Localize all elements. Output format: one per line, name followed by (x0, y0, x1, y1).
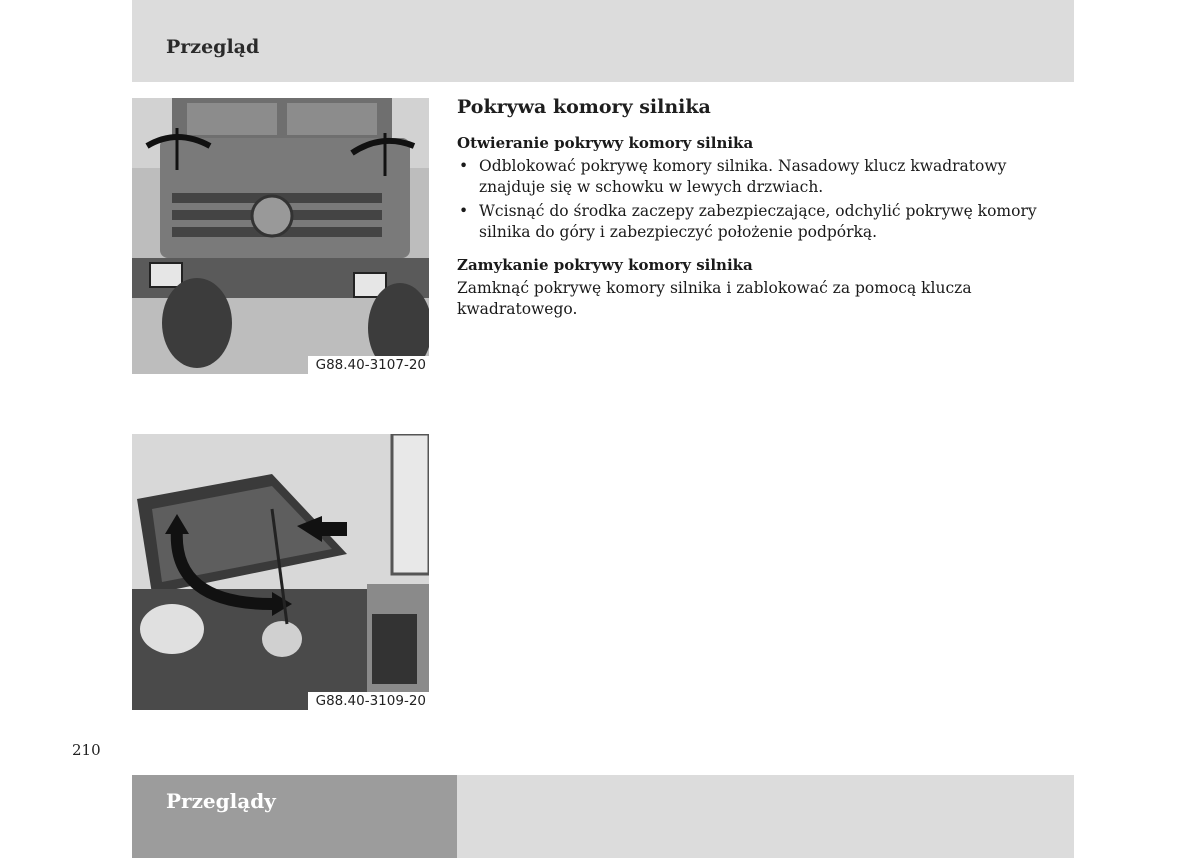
bullet-icon: • (459, 202, 469, 220)
figure-code: G88.40-3107-20 (308, 356, 429, 374)
truck-front-illustration (132, 98, 429, 374)
figure-code: G88.40-3109-20 (308, 692, 429, 710)
list-item-text: Odblokować pokrywę komory silnika. Nasadowy klucz kwadratowy znajduje się w schowku w lewych drzwiach. (479, 157, 1007, 196)
closing-text: Zamknąć pokrywę komory silnika i zablokować za pomocą klucza kwadratowego. (457, 279, 972, 318)
section-title: Pokrywa komory silnika (457, 96, 711, 118)
list-item-text: Wcisnąć do środka zaczepy zabezpieczające, odchylić pokrywę komory silnika do góry i zabezpieczyć położenie podpórką. (479, 202, 1037, 241)
subheading-closing: Zamykanie pokrywy komory silnika (457, 256, 753, 274)
page-number: 210 (72, 741, 101, 759)
figure-truck-front (132, 98, 429, 374)
figure-open-hood (132, 434, 429, 710)
footer-section-title: Przeglądy (166, 789, 276, 813)
list-item (457, 156, 1077, 198)
open-hood-illustration (132, 434, 429, 710)
main-content (457, 96, 1077, 320)
header-bar (132, 0, 1074, 82)
list-item (457, 201, 1077, 243)
footer-bar-dark (132, 775, 457, 858)
footer-bar-light (457, 775, 1074, 858)
opening-steps-list (457, 156, 1077, 243)
page-header-title: Przegląd (166, 36, 260, 58)
bullet-icon: • (459, 157, 469, 175)
subheading-opening: Otwieranie pokrywy komory silnika (457, 134, 754, 152)
